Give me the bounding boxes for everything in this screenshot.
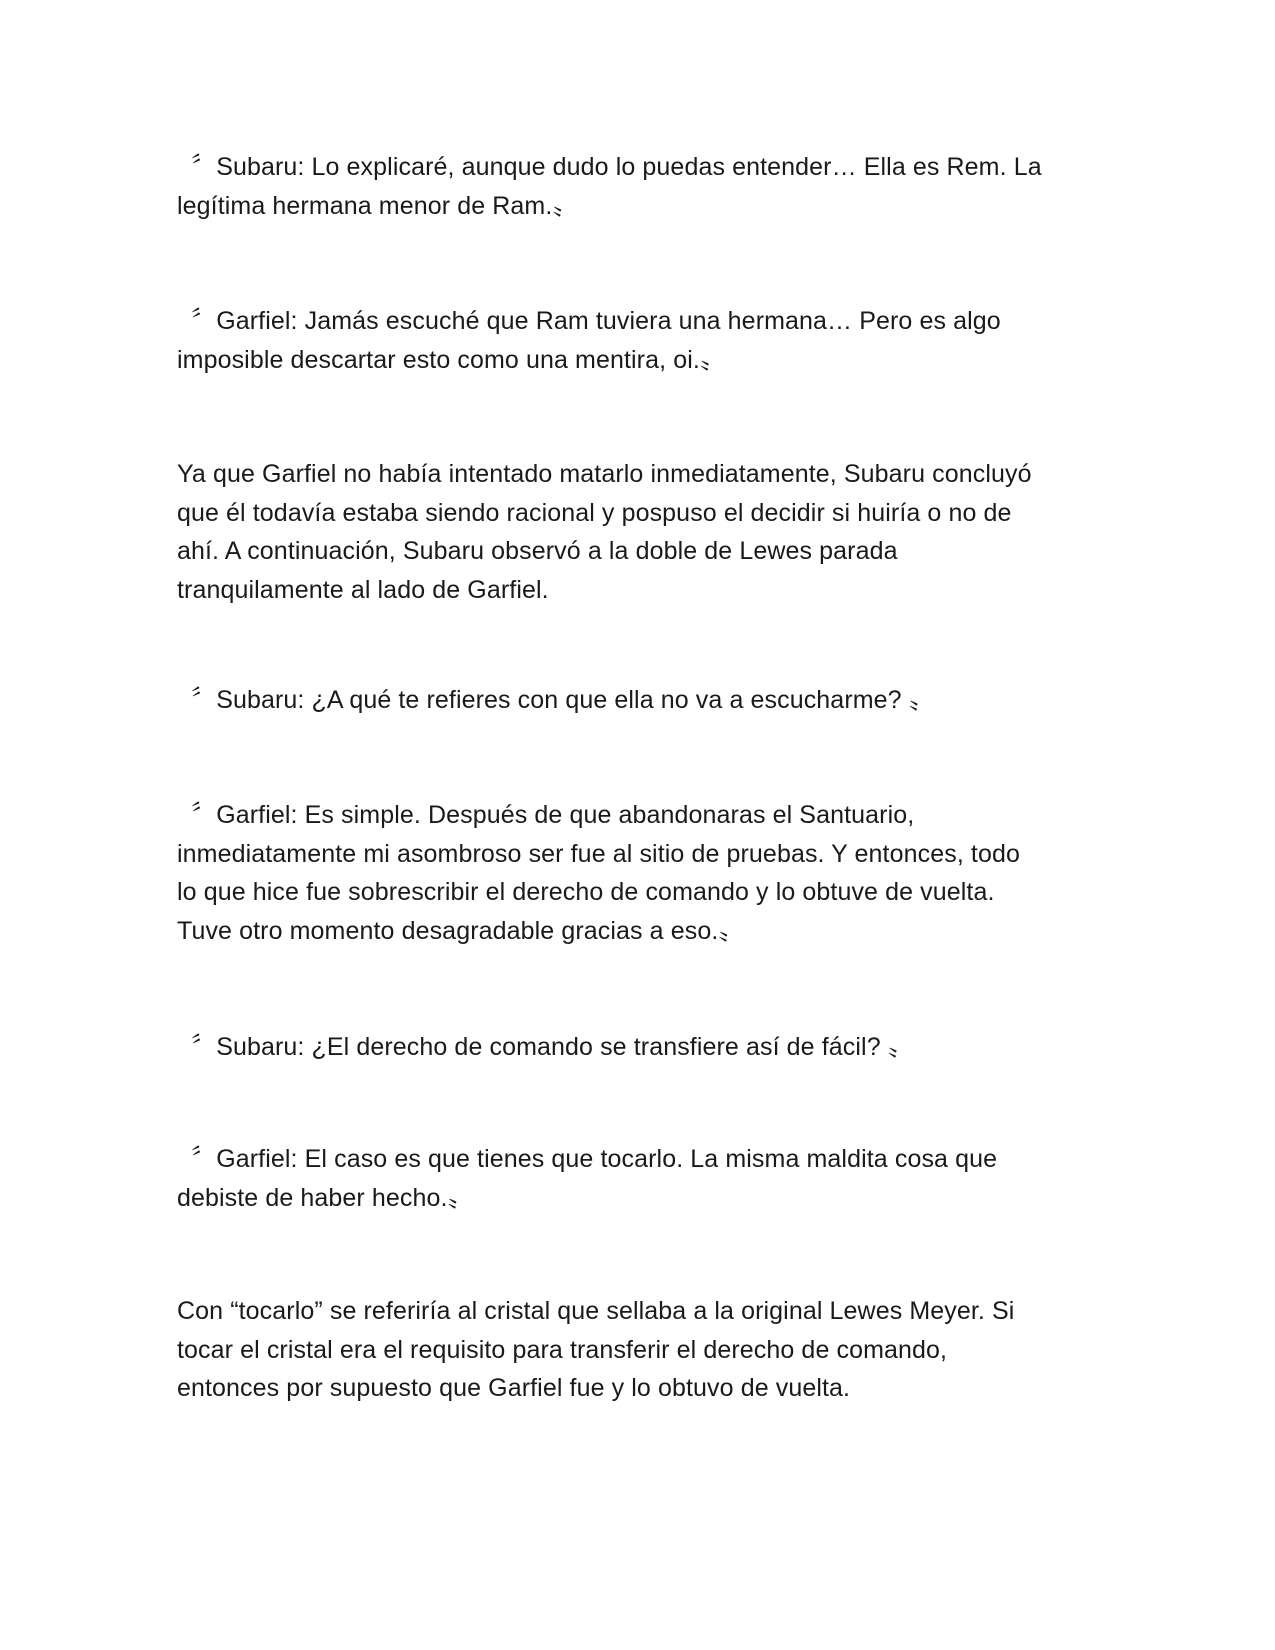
narration-paragraph: Ya que Garfiel no había intentado matarlo inmediatamente, Subaru concluyó que él todavía estaba siendo racional y pospuso el decidir si huiría o no de ahí. A continuación, Subaru observó a la doble de Lewes parada tranquilamente al lado de Garfiel. [177,460,1032,604]
dialogue-subaru-question: 〞Subaru: ¿A qué te refieres con que ella no va a escucharme? 〟 [177,686,934,714]
dialogue-garfiel-sister: 〞Garfiel: Jamás escuché que Ram tuviera una hermana… Pero es algo imposible descartar esto como una mentira, oi.〟 [177,307,1001,374]
narration-paragraph-crystal: Con “tocarlo” se referiría al cristal que sellaba a la original Lewes Meyer. Si tocar el cristal era el requisito para transferir el derecho de comando, entonces por supuesto que Garfiel fue y lo obtuvo de vuelta. [177,1297,1015,1402]
dialogue-subaru-transfer: 〞Subaru: ¿El derecho de comando se transfiere así de fácil? 〟 [177,1033,913,1061]
dialogue-subaru-explanation: 〞Subaru: Lo explicaré, aunque dudo lo puedas entender… Ella es Rem. La legítima hermana menor de Ram.〟 [177,153,1042,220]
dialogue-garfiel-explanation: 〞Garfiel: Es simple. Después de que abandonaras el Santuario, inmediatamente mi asombroso ser fue al sitio de pruebas. Y entonces, todo lo que hice fue sobrescribir el derecho de comando y lo obtuve de vuelta. Tuve otro momento desagradable gracias a eso.〟 [177,801,1020,945]
dialogue-garfiel-touch: 〞Garfiel: El caso es que tienes que tocarlo. La misma maldita cosa que debiste de haber hecho.〟 [177,1145,998,1212]
